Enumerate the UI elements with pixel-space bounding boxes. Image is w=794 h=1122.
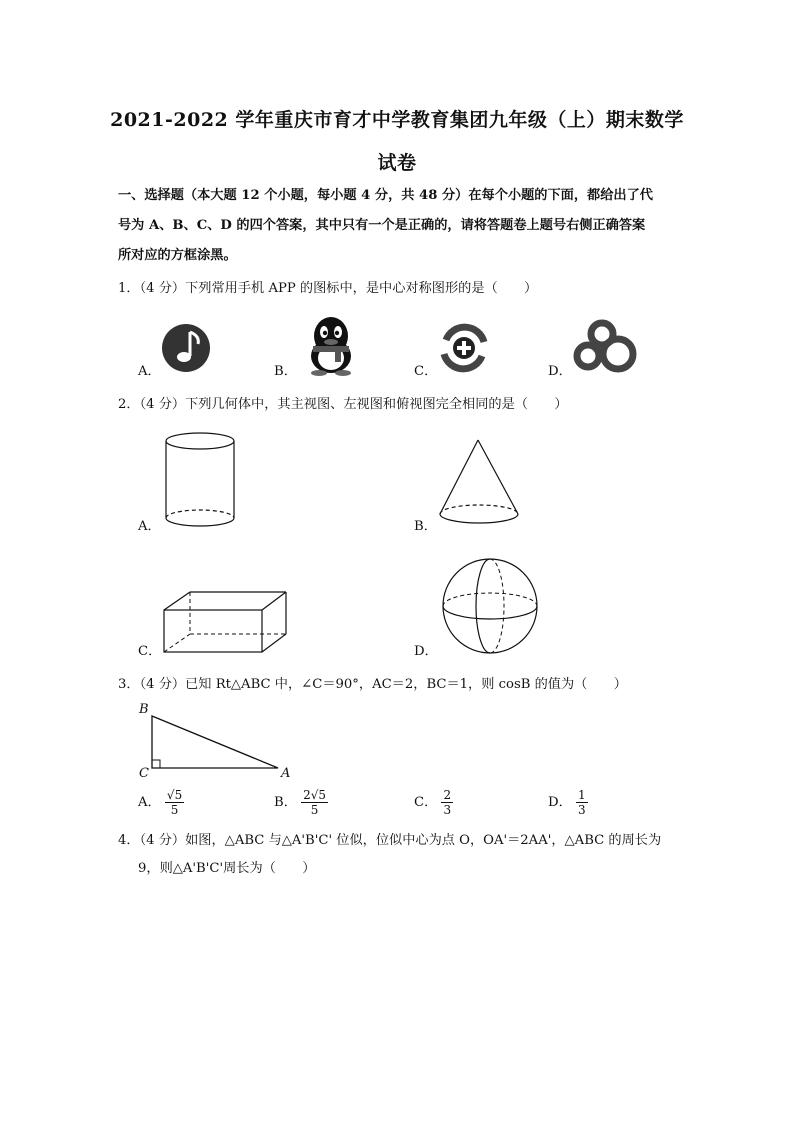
q3-option-c-label: C．: [414, 795, 438, 810]
q2-option-c-label: C．: [138, 644, 162, 659]
q2-option-a-label: A．: [138, 519, 161, 534]
cloud-rings-app-icon: [570, 316, 642, 376]
doc-title-line1: 2021-2022 学年重庆市育才中学教育集团九年级（上）期末数学: [110, 109, 684, 131]
q3-option-d: [548, 788, 588, 817]
q3-option-b-den: 5: [310, 803, 319, 817]
q3-option-b-fraction: [301, 788, 328, 817]
question-3-text: 3．（4 分）已知 Rt△ABC 中，∠C＝90°，AC＝2，BC＝1，则 cosB 的值为（ ）: [118, 677, 627, 692]
q3-option-d-label: D．: [548, 795, 572, 810]
cuboid-figure: [160, 588, 292, 658]
section-line2: 号为 A、B、C、D 的四个答案，其中只有一个是正确的，请将答题卷上题号右侧正确答案: [118, 218, 646, 233]
doc-title-line2: 试卷: [377, 152, 417, 174]
q3-option-c-num: 2: [443, 788, 452, 802]
q1-option-a-label: A．: [138, 364, 161, 379]
vertex-c-label: C: [139, 766, 149, 781]
q3-option-c-den: 3: [443, 803, 452, 817]
q3-option-c: [414, 788, 453, 817]
q3-option-d-num: 1: [577, 788, 586, 802]
q3-option-a-label: A．: [138, 795, 161, 810]
question-4-text: [118, 830, 678, 880]
q3-option-a-den: 5: [170, 803, 179, 817]
cylinder-figure: [158, 430, 242, 530]
q3-option-a-num: √5: [166, 788, 183, 802]
vertex-a-label: A: [281, 766, 291, 781]
q3-option-b-num: 2√5: [303, 788, 327, 802]
q2-option-d-label: D．: [414, 644, 438, 659]
right-triangle-figure: [136, 700, 296, 784]
q3-option-b-label: B．: [274, 795, 297, 810]
section-header: [118, 181, 678, 271]
q3-option-b: [274, 788, 328, 817]
question-1-text: 1．（4 分）下列常用手机 APP 的图标中，是中心对称图形的是（ ）: [118, 281, 538, 296]
vertex-b-label: B: [139, 702, 149, 717]
section-line3: 所对应的方框涂黑。: [118, 248, 237, 263]
question-2-text: 2．（4 分）下列几何体中，其主视图、左视图和俯视图完全相同的是（ ）: [118, 397, 568, 412]
music-note-app-icon: [160, 322, 216, 374]
cone-figure: [434, 436, 526, 530]
sphere-figure: [438, 556, 542, 656]
q3-option-c-fraction: [441, 788, 453, 817]
q1-option-d-label: D．: [548, 364, 572, 379]
question-4-line1: 4．（4 分）如图，△ABC 与△A'B'C' 位似，位似中心为点 O，OA'＝2AA'，△ABC 的周长为: [118, 833, 662, 848]
plus-circle-app-icon: [436, 322, 492, 374]
section-line1: 一、选择题（本大题 12 个小题，每小题 4 分，共 48 分）在每个小题的下面，都给出了代: [118, 188, 653, 203]
q2-option-b-label: B．: [414, 519, 437, 534]
q3-option-d-den: 3: [577, 803, 586, 817]
q1-option-b-label: B．: [274, 364, 297, 379]
q3-option-d-fraction: [576, 788, 588, 817]
q3-option-a-fraction: [165, 788, 184, 817]
q1-option-c-label: C．: [414, 364, 438, 379]
q3-option-a: [138, 788, 184, 817]
penguin-app-icon: [297, 314, 365, 376]
question-4-line2: 9，则△A'B'C'周长为（ ）: [138, 861, 316, 876]
